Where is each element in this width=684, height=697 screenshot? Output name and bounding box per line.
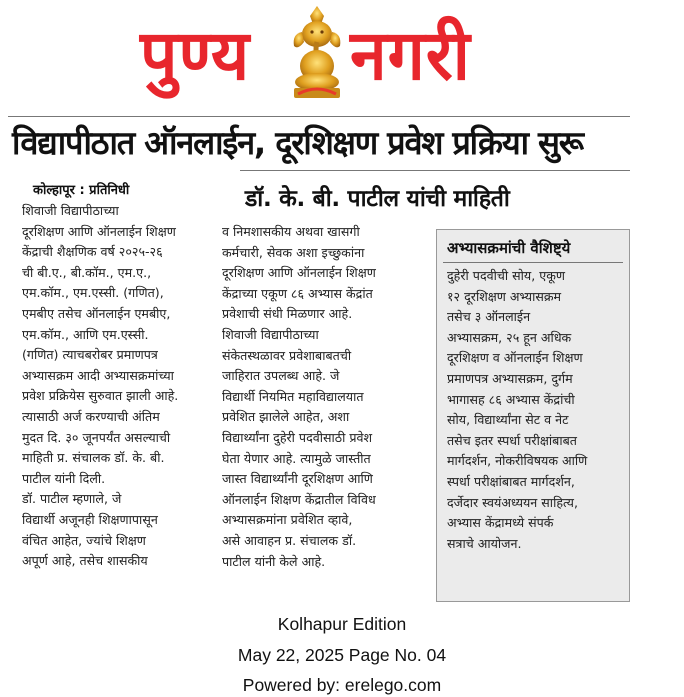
article-subhead: डॉ. के. बी. पाटील यांची माहिती bbox=[245, 186, 510, 212]
text-line: केंद्राच्या एकूण ८६ अभ्यास केंद्रांत bbox=[222, 285, 373, 301]
features-box-body bbox=[447, 266, 621, 554]
text-line: प्रमाणपत्र अभ्यासक्रम, दुर्गम bbox=[447, 370, 573, 386]
text-line: व निमशासकीय अथवा खासगी bbox=[222, 224, 360, 239]
text-line: पाटील यांनी केले आहे. bbox=[222, 553, 326, 569]
text-line: पाटील यांनी दिली. bbox=[22, 470, 106, 486]
text-line: कर्मचारी, सेवक अशा इच्छुकांना bbox=[222, 244, 365, 260]
headline-divider bbox=[240, 170, 630, 171]
footer-date: May 22, 2025 Page No. 04 bbox=[237, 645, 447, 665]
masthead-title-right: नगरी bbox=[350, 15, 471, 96]
text-line: विद्यार्थ्यांना दुहेरी पदवीसाठी प्रवेश bbox=[222, 429, 373, 445]
text-line: दूरशिक्षण व ऑनलाईन शिक्षण bbox=[447, 350, 583, 366]
masthead bbox=[0, 0, 684, 112]
text-line: प्रवेश प्रक्रियेस सुरुवात झाली आहे. bbox=[22, 388, 179, 404]
text-line: जास्त विद्यार्थ्यांनी दूरशिक्षण आणि bbox=[222, 471, 373, 487]
text-line: वंचित आहेत, ज्यांचे शिक्षण bbox=[22, 532, 146, 548]
text-line: त्यासाठी अर्ज करण्याची अंतिम bbox=[22, 408, 160, 424]
ganesha-idol-icon bbox=[288, 4, 346, 102]
text-line: विद्यार्थी अजूनही शिक्षणापासून bbox=[22, 511, 158, 527]
text-line: अभ्यास केंद्रामध्ये संपर्क bbox=[447, 515, 554, 531]
text-line: अपूर्ण आहे, तसेच शासकीय bbox=[22, 553, 148, 569]
text-line: तसेच इतर स्पर्धा परीक्षांबाबत bbox=[447, 432, 577, 448]
article-byline: कोल्हापूर : प्रतिनिधी bbox=[33, 183, 130, 198]
features-box bbox=[436, 229, 630, 602]
text-line: ची बी.ए., बी.कॉम., एम.ए., bbox=[22, 264, 152, 280]
text-line: दूरशिक्षण आणि ऑनलाईन शिक्षण bbox=[22, 223, 176, 239]
text-line: शिवाजी विद्यापीठाच्या bbox=[222, 326, 319, 342]
footer-powered-by: Powered by: erelego.com bbox=[242, 675, 442, 695]
article-column-1 bbox=[22, 201, 212, 572]
masthead-title-left: पुण्य bbox=[140, 15, 251, 96]
text-line: प्रवेशित झालेले आहेत, अशा bbox=[222, 409, 350, 425]
text-line: जाहिरात उपलब्ध आहे. जे bbox=[222, 368, 340, 384]
text-line: घेता येणार आहे. त्यामुळे जास्तीत bbox=[222, 450, 371, 466]
text-line: मार्गदर्शन, नोकरीविषयक आणि bbox=[447, 453, 588, 469]
text-line: डॉ. पाटील म्हणाले, जे bbox=[22, 491, 122, 507]
text-line: एम.कॉम., आणि एम.एस्सी. bbox=[22, 326, 149, 342]
footer-edition: Kolhapur Edition bbox=[277, 614, 407, 634]
header-divider bbox=[8, 116, 630, 117]
text-line: अभ्यासक्रम, २५ हून अधिक bbox=[447, 329, 572, 345]
text-line: सोय, विद्यार्थ्यांना सेट व नेट bbox=[447, 412, 569, 428]
text-line: (गणित) त्याचबरोबर प्रमाणपत्र bbox=[22, 347, 158, 363]
text-line: अभ्यासक्रम आदी अभ्यासक्रमांच्या bbox=[22, 367, 174, 383]
features-box-divider bbox=[443, 262, 623, 263]
text-line: मुदत दि. ३० जूनपर्यंत असल्याची bbox=[22, 429, 171, 445]
text-line: एम.कॉम., एम.एस्सी. (गणित), bbox=[22, 285, 164, 301]
text-line: केंद्राची शैक्षणिक वर्ष २०२५-२६ bbox=[22, 244, 163, 260]
text-line: प्रवेशाची संधी मिळणार आहे. bbox=[222, 306, 353, 322]
text-line: भागासह ८६ अभ्यास केंद्रांची bbox=[447, 391, 575, 407]
text-line: माहिती प्र. संचालक डॉ. के. बी. bbox=[22, 450, 165, 466]
text-line: दूरशिक्षण आणि ऑनलाईन शिक्षण bbox=[222, 265, 376, 281]
text-line: तसेच ३ ऑनलाईन bbox=[447, 309, 531, 325]
text-line: सत्राचे आयोजन. bbox=[447, 535, 522, 551]
text-line: १२ दूरशिक्षण अभ्यासक्रम bbox=[447, 288, 562, 304]
text-line: ऑनलाईन शिक्षण केंद्रातील विविध bbox=[222, 491, 376, 507]
text-line: एमबीए तसेच ऑनलाईन एमबीए, bbox=[22, 305, 171, 321]
features-box-title: अभ्यासक्रमांची वैशिष्ट्ये bbox=[447, 239, 571, 257]
text-line: स्पर्धा परीक्षांबाबत मार्गदर्शन, bbox=[447, 473, 575, 489]
text-line: असे आवाहन प्र. संचालक डॉ. bbox=[222, 532, 357, 548]
article-column-2 bbox=[222, 222, 428, 572]
text-line: संकेतस्थळावर प्रवेशाबाबतची bbox=[222, 347, 352, 363]
text-line: विद्यार्थी नियमित महाविद्यालयात bbox=[222, 388, 364, 404]
text-line: दर्जेदार स्वयंअध्ययन साहित्य, bbox=[447, 494, 578, 510]
text-line: अभ्यासक्रमांना प्रवेशित व्हावे, bbox=[222, 512, 353, 528]
text-line: दुहेरी पदवीची सोय, एकूण bbox=[447, 268, 565, 283]
text-line: शिवाजी विद्यापीठाच्या bbox=[22, 203, 119, 218]
article-headline: विद्यापीठात ऑनलाईन, दूरशिक्षण प्रवेश प्रक्रिया सुरू bbox=[12, 124, 583, 162]
